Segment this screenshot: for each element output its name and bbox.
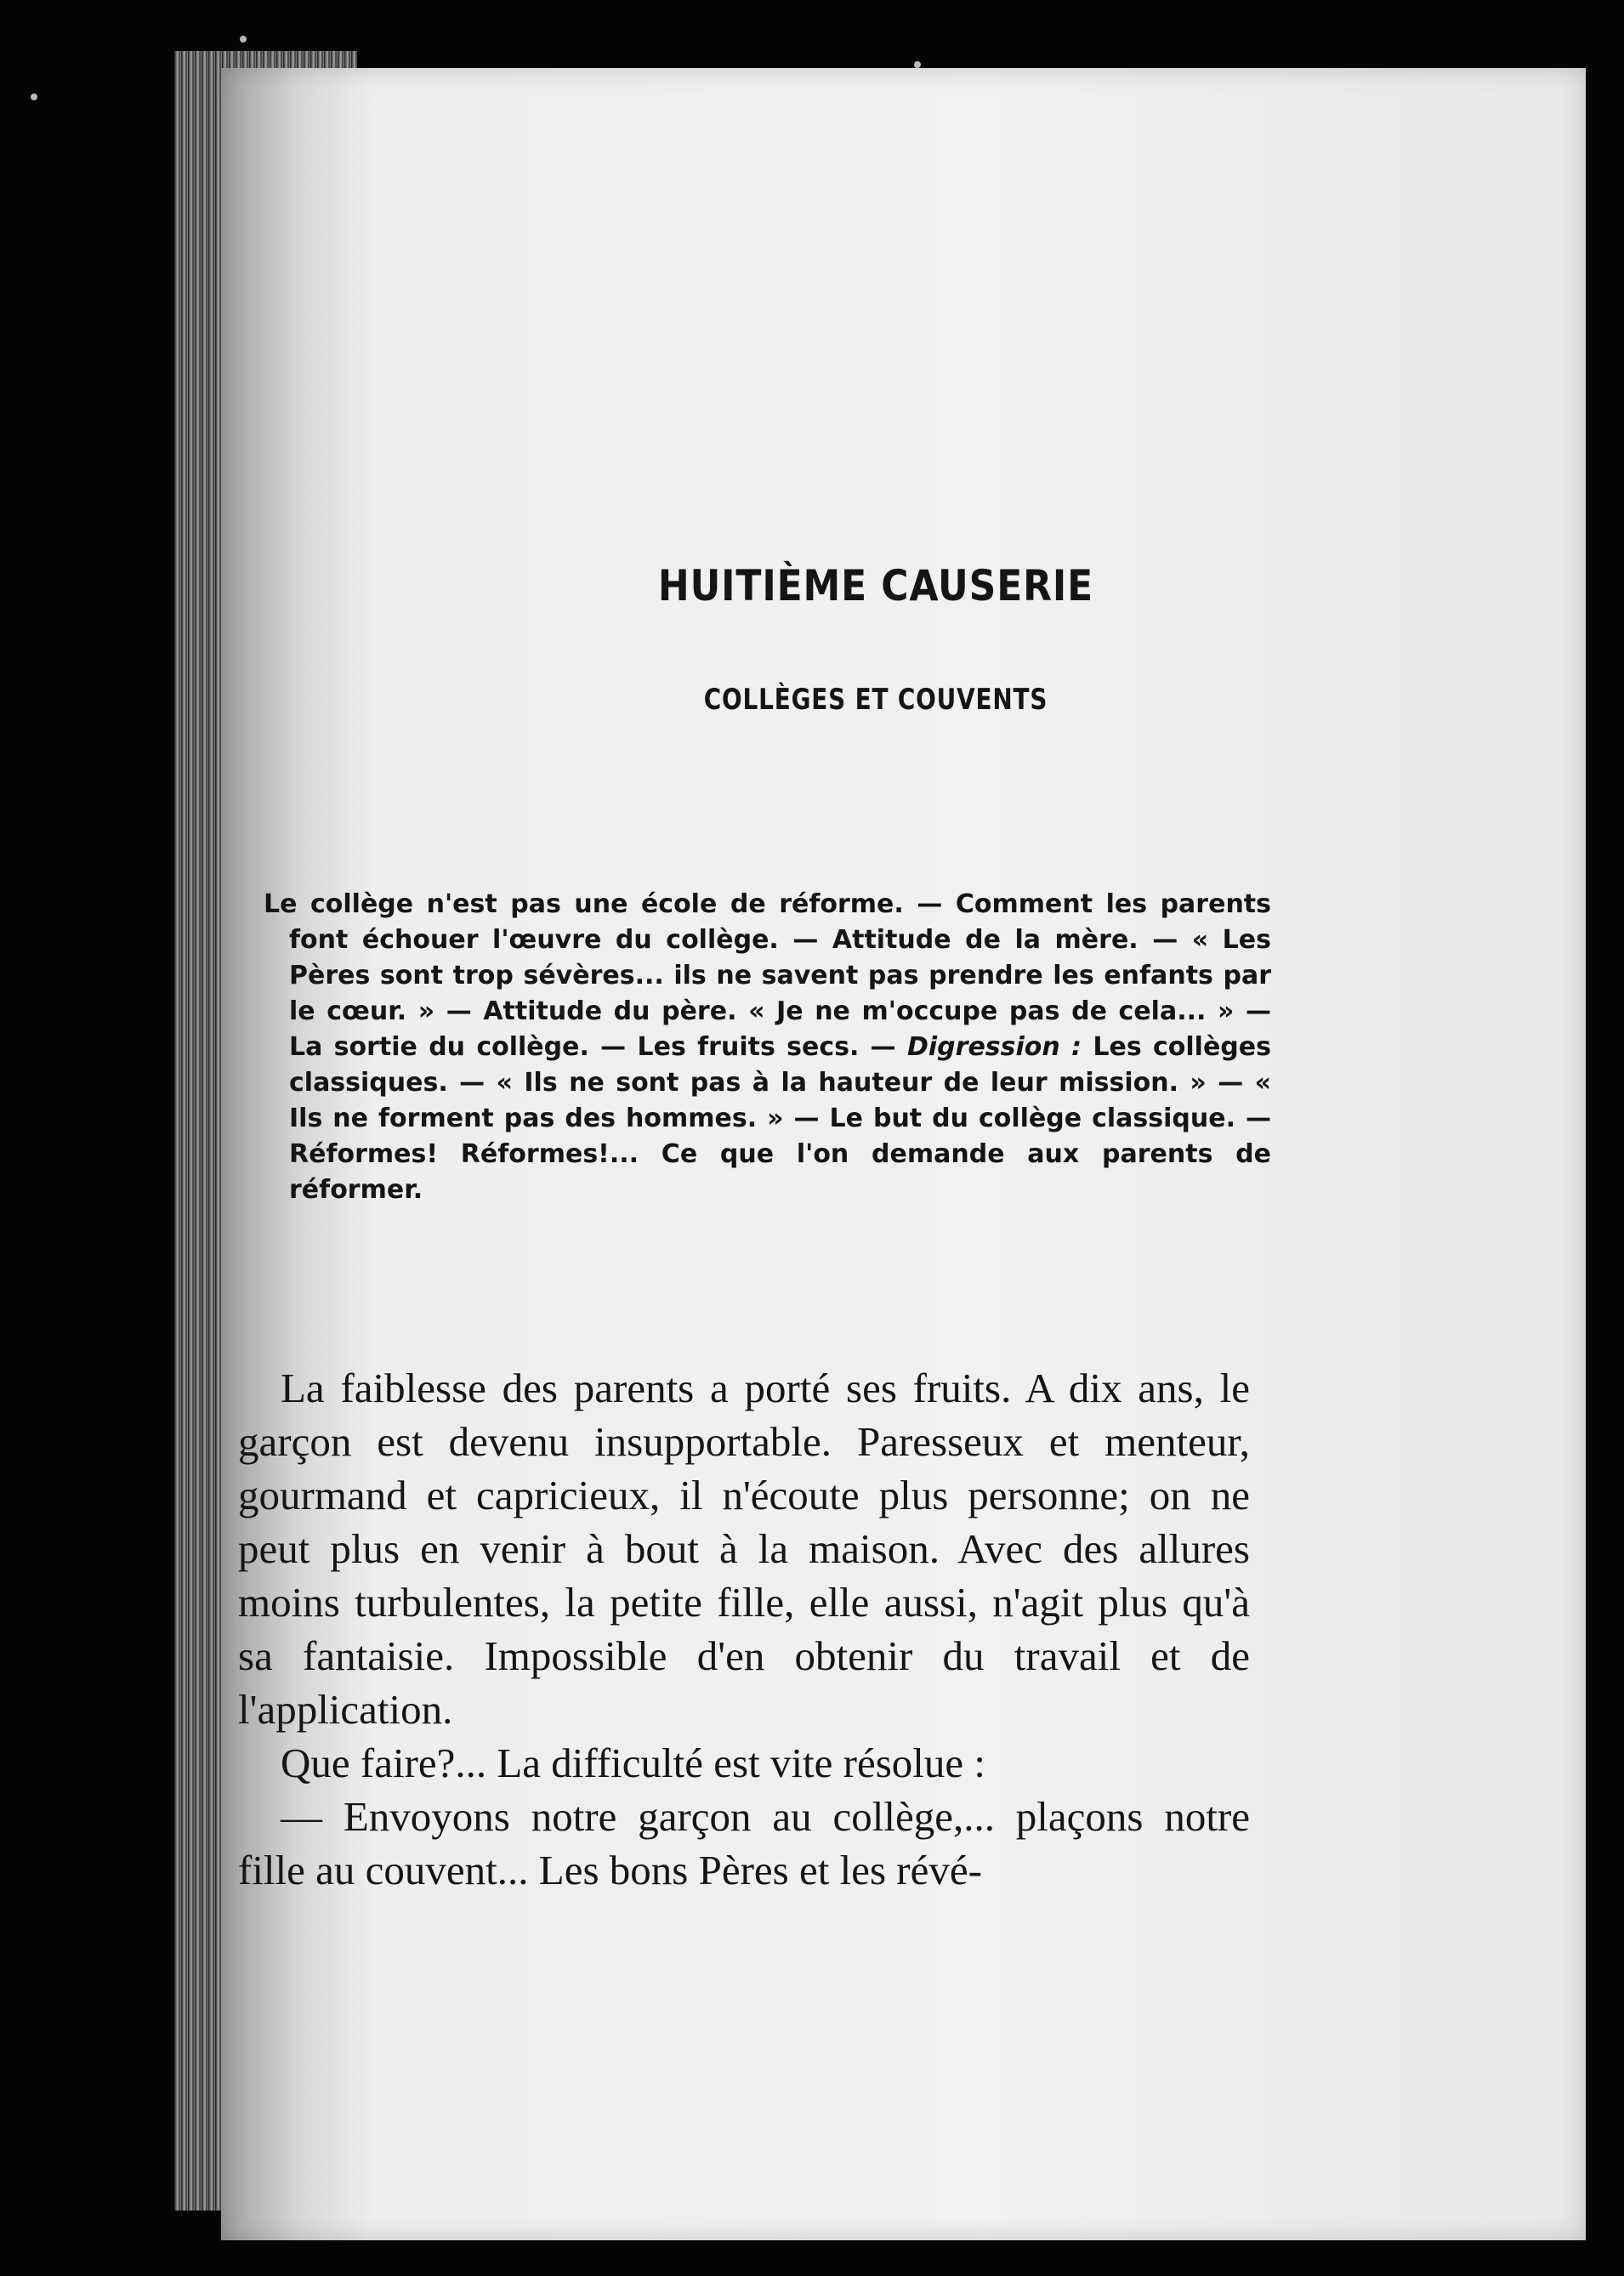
chapter-subtitle: COLLÈGES ET COUVENTS: [703, 683, 1048, 717]
scan-speck: [31, 94, 37, 100]
summary-digression-label: Digression :: [906, 1032, 1082, 1062]
chapter-summary: [264, 887, 1271, 1208]
summary-text-part-1: Le collège n'est pas une école de réforme. — Comment les parents font échouer l'œuvre du collège. — Attitude de la mère. — « Les Pères sont trop sévères... ils ne savent pas prendre les enfants par le cœur. » — Attitude du père. « Je ne m'occupe pas de cela... » — La sortie du collège. — Les fruits secs. —: [264, 889, 1271, 1062]
body-paragraph: La faiblesse des parents a porté ses fruits. A dix ans, le garçon est devenu insupportable. Paresseux et menteur, gourmand et capricieux, il n'écoute plus personne; on ne peut plus en venir à bout à la maison. Avec des allures moins turbulentes, la petite fille, elle aussi, n'agit plus qu'à sa fantaisie. Impossible d'en obtenir du travail et de l'application.: [238, 1365, 1250, 1733]
page-content: [238, 519, 1356, 1897]
scan-speck: [240, 36, 247, 43]
summary-text-part-2: Les collèges classiques. — « Ils ne sont pas à la hauteur de leur mission. » — « Ils ne forment pas des hommes. » — Le but du collège classique. — Réformes! Réformes!... Ce que l'on demande aux parents de réformer.: [289, 1032, 1271, 1205]
body-paragraph: — Envoyons notre garçon au collège,... plaçons notre fille au couvent... Les bons Pères et les révé-: [238, 1793, 1250, 1893]
body-text: [238, 1361, 1250, 1897]
scan-speck: [914, 61, 921, 68]
body-paragraph: Que faire?... La difficulté est vite résolue :: [281, 1740, 986, 1786]
chapter-title: HUITIÈME CAUSERIE: [657, 561, 1094, 610]
